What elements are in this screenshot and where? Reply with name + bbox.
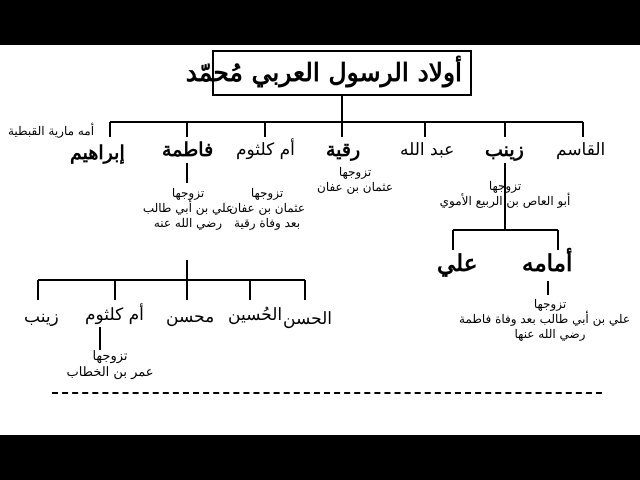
ruqayya-married-label: تزوجها [338,165,372,179]
fatima-umm-kulthum-married-label: تزوجها [92,349,128,364]
umama-husband: علي بن أبي طالب بعد وفاة فاطمة [458,312,630,326]
fatima-umm-kulthum-note [60,349,160,382]
page-title: أولاد الرسول العربي مُحمّد [185,58,462,87]
ibrahim-mother-note: أمه مارية القبطية [8,124,95,138]
zaynab-married-label: تزوجها [488,179,522,193]
child-fatima: فاطمة [162,139,214,161]
umama-married-label: تزوجها [533,297,567,311]
fatima-husband: علي بن أبي طالب [142,201,234,215]
child-ibrahim: إبراهيم [70,142,125,164]
fatima-note [140,186,236,231]
grandchild-husayn: الحُسين [228,305,283,325]
child-umm-kulthum: أم كلثوم [236,140,295,160]
umama-note [458,297,630,342]
grandchild-umm-kulthum: أم كلثوم [85,305,144,325]
umm-kulthum-husband: عثمان بن عفان [229,201,305,215]
grandchild-umama: أمامه [522,250,573,277]
child-qasim: القاسم [556,140,606,160]
zaynab-note [430,179,580,209]
umm-kulthum-married-label: تزوجها [250,186,284,200]
zaynab-husband: أبو العاص بن الربيع الأموي [439,194,571,208]
umm-kulthum-after-note: بعد وفاة رقية [233,216,301,230]
fatima-umm-kulthum-husband: عمر بن الخطاب [66,365,154,381]
grandchild-ali: علي [437,250,478,277]
grandchild-zaynab: زينب [24,307,59,327]
fatima-married-label: تزوجها [171,186,205,200]
child-abdullah: عبد الله [400,140,455,160]
grandchild-hasan: الحسن [283,309,332,329]
dashed-divider [52,392,602,394]
ruqayya-husband: عثمان بن عفان [317,180,393,194]
child-ruqayya: رقية [326,139,361,161]
ruqayya-note [300,165,410,195]
grandchild-muhsin: محسن [166,307,215,327]
family-tree-canvas [0,45,640,435]
umama-rida: رضي الله عنها [514,327,586,341]
fatima-rida: رضي الله عنه [153,216,223,230]
child-zaynab: زينب [485,139,524,161]
